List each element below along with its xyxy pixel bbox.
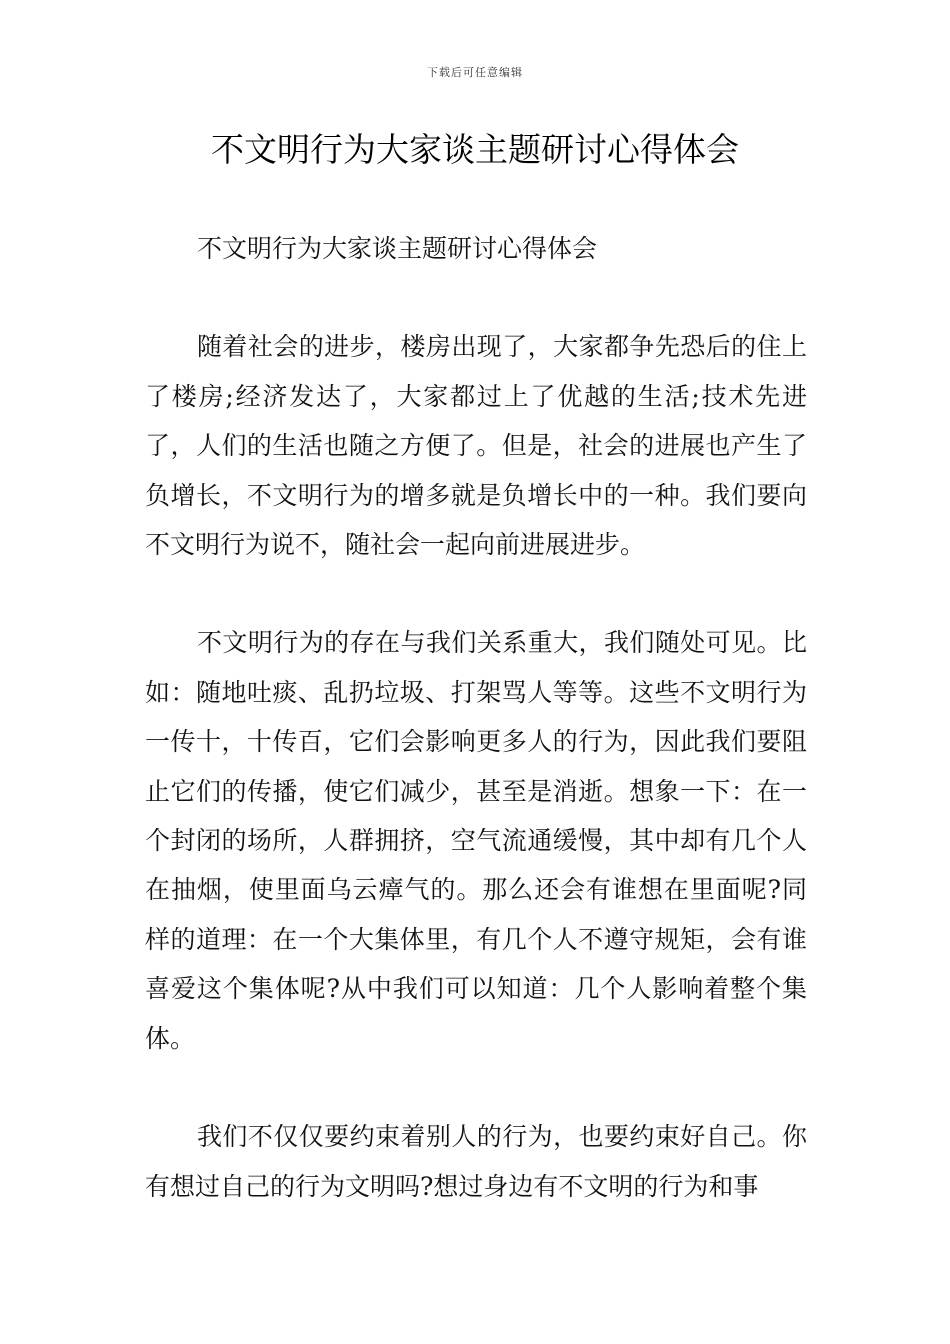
paragraph-3: 我们不仅仅要约束着别人的行为，也要约束好自己。你有想过自己的行为文明吗?想过身边有不文明的行为和事 [145,1122,807,1201]
header-note: 下载后可任意编辑 [427,66,523,79]
document-title: 不文明行为大家谈主题研讨心得体会 [211,130,739,169]
document-body [145,224,807,1211]
document-subtitle: 不文明行为大家谈主题研讨心得体会 [197,234,598,263]
paragraph-1: 随着社会的进步，楼房出现了，大家都争先恐后的住上了楼房;经济发达了，大家都过上了优越的生活;技术先进了，人们的生活也随之方便了。但是，社会的进展也产生了负增长，不文明行为的增多就是负增长中的一种。我们要向不文明行为说不，随社会一起向前进展进步。 [145,332,807,560]
paragraph-2: 不文明行为的存在与我们关系重大，我们随处可见。比如：随地吐痰、乱扔垃圾、打架骂人等等。这些不文明行为一传十，十传百，它们会影响更多人的行为，因此我们要阻止它们的传播，使它们减少，甚至是消逝。想象一下：在一个封闭的场所，人群拥挤，空气流通缓慢，其中却有几个人在抽烟，使里面乌云瘴气的。那么还会有谁想在里面呢?同样的道理：在一个大集体里，有几个人不遵守规矩，会有谁喜爱这个集体呢?从中我们可以知道：几个人影响着整个集体。 [145,628,807,1053]
